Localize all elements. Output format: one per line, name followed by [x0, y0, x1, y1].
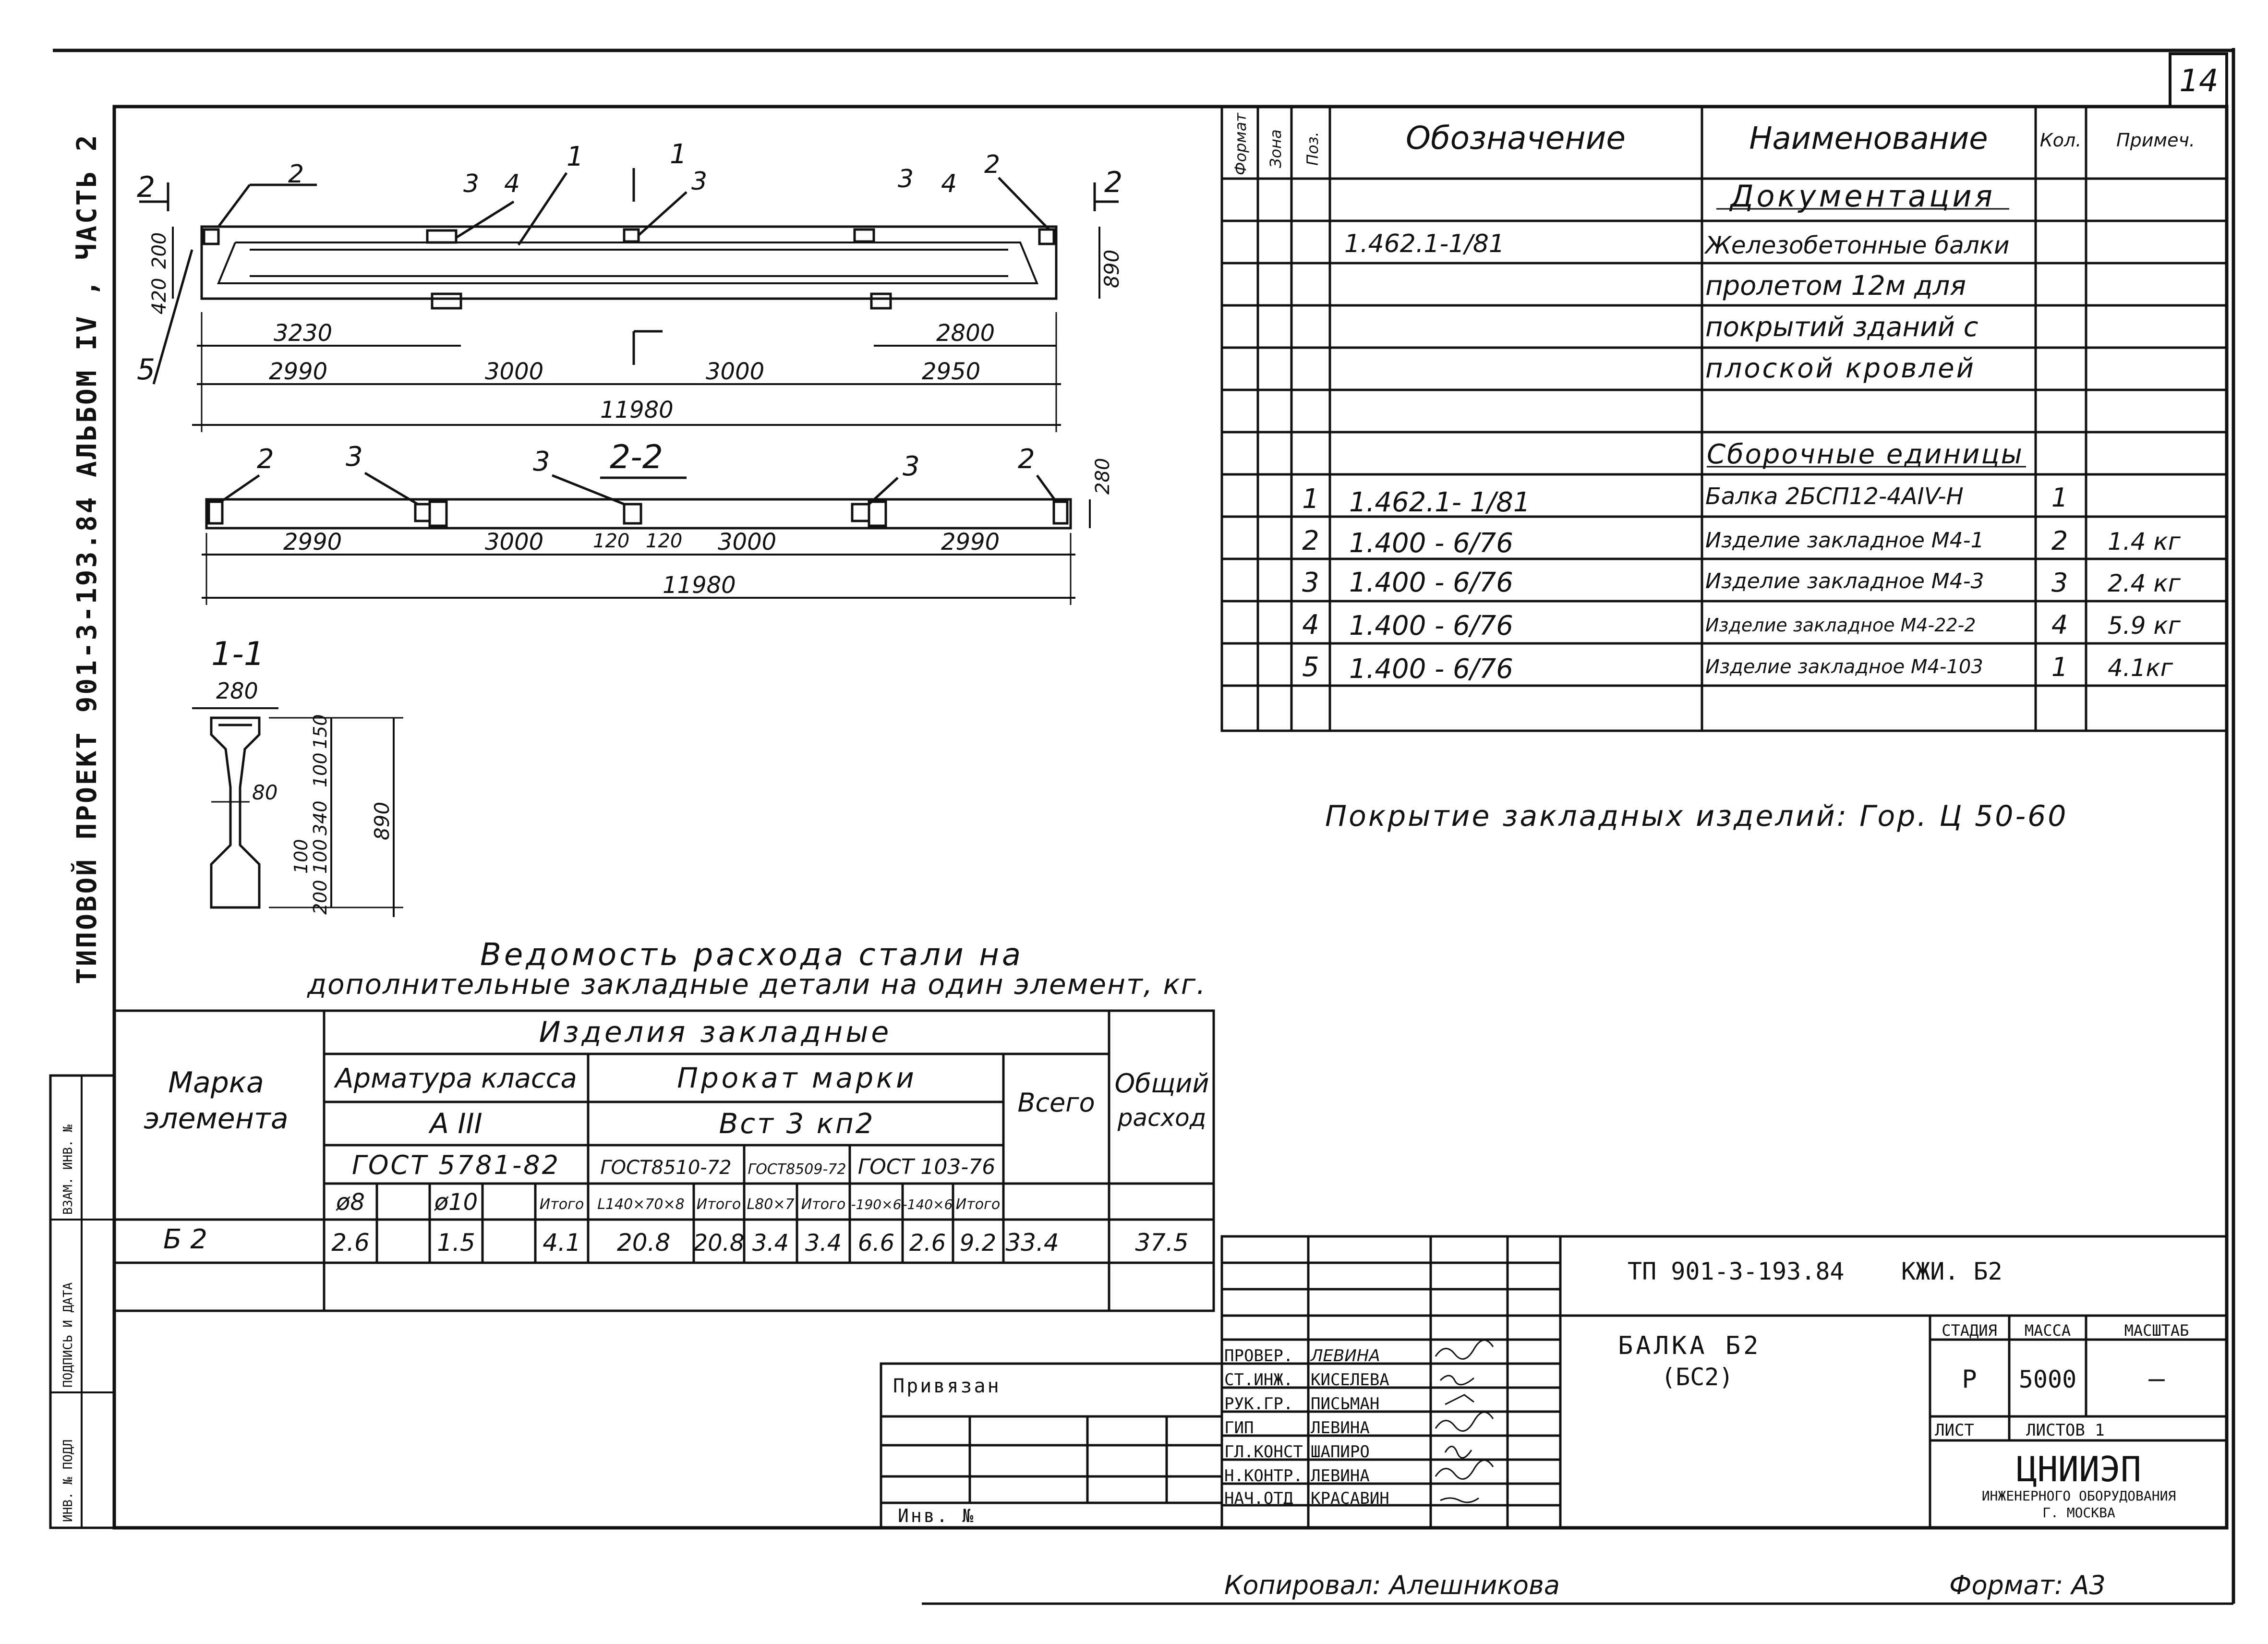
steel-subheader: Итого [955, 1196, 1001, 1213]
callout-label: 3 [463, 169, 480, 198]
spec-row-designation: 1.462.1- 1/81 [1349, 487, 1531, 518]
spec-row-pos: 5 [1302, 652, 1319, 683]
spec-doc-name: плоской кровлей [1705, 353, 1976, 384]
side-stamp [71, 133, 103, 984]
signature-role: НАЧ.ОТД [1224, 1489, 1293, 1508]
spec-section-documentation: Документация [1730, 179, 1995, 214]
steel-row-total: 33.4 [1005, 1229, 1059, 1257]
steel-rolled-grade: Вст 3 кп2 [719, 1107, 875, 1140]
spec-header-pos: Поз. [1303, 132, 1322, 166]
steel-row-value: 2.6 [331, 1229, 370, 1257]
side-box-label: ВЗАМ. ИНВ. № [61, 1124, 75, 1215]
spec-row-note: 2.4 кг [2108, 569, 2181, 597]
steel-col-mark: Марка [168, 1066, 264, 1100]
spec-row-note: 5.9 кг [2108, 612, 2181, 640]
spec-row-designation: 1.400 - 6/76 [1349, 528, 1513, 559]
callout-label: 4 [941, 169, 957, 198]
dim-label: 2800 [936, 320, 995, 347]
spec-row-qty: 1 [2051, 483, 2068, 513]
steel-grand-header: Общий [1114, 1068, 1209, 1099]
spec-row-qty: 3 [2051, 568, 2068, 598]
callout-label: 4 [504, 169, 520, 198]
steel-rebar-header: Арматура класса [335, 1063, 577, 1094]
steel-rebar-gost: ГОСТ 5781-82 [351, 1150, 561, 1180]
steel-gost-a: ГОСТ8510-72 [600, 1157, 732, 1179]
signature-name: КИСЕЛЕВА [1311, 1370, 1389, 1390]
copied-by: Копировал: Алешникова [1224, 1570, 1560, 1600]
callout-label: 2 [137, 170, 156, 204]
steel-table-subtitle: дополнительные закладные детали на один элемент, кг. [307, 968, 1206, 1001]
dim-label: 100 [310, 752, 331, 787]
steel-row-grand: 37.5 [1135, 1229, 1189, 1257]
org-name: ЦНИИЭП [2016, 1449, 2142, 1489]
dim-label: 2950 [922, 358, 981, 385]
signature-role: ПРОВЕР. [1224, 1346, 1293, 1366]
side-box-label: ИНВ. № ПОДЛ [61, 1439, 75, 1522]
callout-label: 3 [903, 451, 920, 482]
steel-gost-c: ГОСТ 103-76 [857, 1155, 996, 1179]
callout-label: 3 [533, 446, 550, 477]
steel-group-header: Изделия закладные [539, 1015, 892, 1049]
dim-label: 280 [216, 678, 258, 704]
side-stamp-text: ТИПОВОЙ ПРОЕКТ 901-3-193.84 АЛЬБОМ IV , ЧАСТЬ 2 [72, 133, 103, 984]
signature-role: ГИП [1224, 1418, 1254, 1438]
project-code: ТП 901-3-193.84 [1628, 1257, 1845, 1285]
dim-label: 3000 [706, 358, 765, 385]
steel-row-value: 2.6 [909, 1230, 946, 1257]
spec-row-pos: 4 [1302, 609, 1319, 641]
org-sub: ИНЖЕНЕРНОГО ОБОРУДОВАНИЯ [1981, 1488, 2176, 1504]
dim-label: 890 [1100, 249, 1123, 288]
dim-label: 3230 [274, 320, 333, 347]
dim-label: 80 [252, 781, 278, 804]
spec-row-qty: 1 [2051, 652, 2068, 682]
steel-subheader: Итого [696, 1196, 741, 1213]
dim-label: 2990 [269, 358, 328, 385]
spec-row-pos: 1 [1302, 484, 1319, 515]
dim-label: 150 [310, 714, 331, 749]
dim-label: 3000 [485, 358, 544, 385]
section-1-1-labels [211, 635, 394, 915]
spec-row-name: Балка 2БСП12-4АIV-Н [1705, 483, 1964, 510]
spec-header-note: Примеч. [2116, 130, 2195, 151]
scale-value: — [2148, 1363, 2165, 1394]
section-2-2-labels [257, 438, 1114, 599]
inv-label: Инв. № [898, 1505, 976, 1526]
spec-doc-name: покрытий зданий с [1705, 312, 1978, 343]
stage-label: СТАДИЯ [1942, 1321, 1997, 1340]
steel-row-value: 1.5 [437, 1229, 475, 1257]
steel-row-value: 6.6 [857, 1230, 895, 1257]
side-boxes [50, 1076, 114, 1528]
steel-subheader: -190×6 [851, 1197, 902, 1212]
dim-label: 11980 [663, 572, 736, 599]
spec-row-qty: 2 [2051, 526, 2068, 556]
bound-label: Привязан [893, 1375, 1001, 1397]
spec-row-name: Изделие закладное М4-3 [1705, 569, 1984, 593]
section-title: 2-2 [610, 438, 664, 476]
callout-label: 3 [346, 441, 363, 472]
signature-role: РУК.ГР. [1224, 1394, 1293, 1414]
signature-name: ЛЕВИНА [1311, 1466, 1370, 1486]
signature-role: ГЛ.КОНСТ [1224, 1442, 1303, 1462]
signature-role: СТ.ИНЖ. [1224, 1370, 1293, 1390]
steel-subheader: L80×7 [747, 1196, 795, 1213]
item-name: БАЛКА Б2 [1618, 1331, 1761, 1360]
spec-header-zone: Зона [1267, 129, 1285, 168]
item-code: (БС2) [1661, 1363, 1734, 1391]
format-label: Формат: А3 [1949, 1570, 2106, 1600]
signature-name: ШАПИРО [1311, 1442, 1370, 1462]
steel-grand-header: расход [1117, 1104, 1206, 1132]
spec-row-qty: 4 [2051, 610, 2068, 640]
steel-row-value: 3.4 [805, 1230, 842, 1257]
steel-row-value: 4.1 [543, 1229, 581, 1257]
spec-doc-designation: 1.462.1-1/81 [1344, 230, 1505, 258]
spec-header-name: Наименование [1749, 121, 1988, 157]
beam-plan-view [139, 168, 1119, 432]
callout-label: 1 [567, 141, 584, 172]
dim-label: 100 [290, 839, 312, 874]
steel-subheader: Итого [539, 1196, 584, 1213]
dim-label: 120 [593, 530, 630, 552]
steel-row-value: 20.8 [693, 1230, 745, 1257]
steel-subheader: -140×6 [902, 1197, 953, 1212]
dim-label: 120 [646, 530, 683, 552]
spec-row-designation: 1.400 - 6/76 [1349, 567, 1513, 598]
callout-label: 2 [1104, 166, 1123, 199]
dim-label: 890 [370, 801, 394, 840]
spec-row-designation: 1.400 - 6/76 [1349, 610, 1513, 641]
dim-label: 3000 [485, 529, 544, 556]
steel-subheader: ø8 [336, 1189, 365, 1216]
callout-label: 2 [984, 150, 1001, 179]
steel-col-mark: элемента [144, 1102, 289, 1136]
steel-rolled-header: Прокат марки [677, 1062, 917, 1094]
stage-value: Р [1962, 1365, 1977, 1394]
dim-label: 420 [148, 278, 170, 314]
signature-role: Н.КОНТР. [1224, 1466, 1303, 1486]
callout-label: 2 [288, 160, 304, 189]
callout-label: 2 [1018, 444, 1035, 475]
dim-label: 340 [310, 800, 331, 835]
steel-subheader: ø10 [434, 1189, 478, 1216]
spec-header-format: Формат [1231, 113, 1250, 175]
callout-label: 2 [257, 444, 274, 475]
steel-gost-b: ГОСТ8509-72 [748, 1161, 846, 1178]
spec-row-name: Изделие закладное М4-103 [1705, 656, 1983, 678]
steel-rebar-class: А III [430, 1107, 483, 1140]
doc-code: КЖИ. Б2 [1901, 1257, 2003, 1285]
dim-label: 3000 [718, 529, 777, 556]
callout-label: 1 [670, 139, 687, 170]
spec-row-note: 1.4 кг [2108, 528, 2181, 556]
dim-label: 2990 [941, 529, 1000, 556]
signature-name: ЛЕВИНА [1311, 1346, 1380, 1366]
spec-row-designation: 1.400 - 6/76 [1349, 653, 1513, 685]
dim-label: 2990 [283, 529, 342, 556]
signature-name: ПИСЬМАН [1311, 1394, 1380, 1414]
sheet-label: ЛИСТ [1935, 1421, 1974, 1440]
steel-subheader: Итого [801, 1196, 846, 1213]
spec-doc-name: Железобетонные балки [1705, 231, 2010, 259]
dim-label: 200 [310, 880, 331, 915]
org-city: Г. МОСКВА [2042, 1505, 2115, 1521]
signature-name: ЛЕВИНА [1311, 1418, 1370, 1438]
beam-plan-labels [137, 139, 1123, 423]
steel-row-value: 20.8 [617, 1229, 671, 1257]
spec-doc-name: пролетом 12м для [1705, 270, 1966, 302]
spec-row-name: Изделие закладное М4-1 [1705, 528, 1984, 553]
spec-header-qty: Кол. [2039, 130, 2082, 151]
spec-row-pos: 3 [1302, 567, 1319, 598]
section-title: 1-1 [211, 635, 265, 673]
steel-table-title: Ведомость расхода стали на [480, 937, 1024, 973]
signature-name: КРАСАВИН [1311, 1489, 1389, 1508]
dim-label: 280 [1092, 458, 1114, 495]
dim-label: 200 [148, 232, 170, 269]
scale-label: МАСШТАБ [2124, 1321, 2189, 1340]
steel-row-mark: Б 2 [163, 1224, 207, 1255]
dim-label: 100 [310, 839, 331, 874]
spec-row-pos: 2 [1302, 525, 1319, 556]
spec-row-note: 4.1кг [2108, 654, 2173, 682]
callout-label: 5 [137, 353, 156, 387]
callout-label: 3 [898, 165, 914, 193]
coating-note: Покрытие закладных изделий: Гор. Ц 50-60 [1325, 799, 2068, 833]
mass-label: МАССА [2024, 1321, 2071, 1340]
dim-label: 11980 [600, 397, 674, 423]
steel-subheader: L140×70×8 [597, 1196, 685, 1213]
sheet-number: 14 [2179, 63, 2219, 99]
spec-row-name: Изделие закладное М4-22-2 [1705, 615, 1976, 636]
spec-section-assemblies: Сборочные единицы [1707, 439, 2024, 470]
steel-total-header: Всего [1017, 1088, 1095, 1118]
mass-value: 5000 [2018, 1366, 2077, 1393]
steel-row-value: 9.2 [959, 1230, 997, 1257]
side-box-label: ПОДПИСЬ И ДАТА [61, 1282, 75, 1388]
callout-label: 3 [691, 167, 708, 196]
sheets-label: ЛИСТОВ 1 [2026, 1421, 2105, 1440]
specification-text [1231, 112, 2195, 685]
spec-header-designation: Обозначение [1406, 120, 1626, 157]
steel-row-value: 3.4 [752, 1230, 789, 1257]
